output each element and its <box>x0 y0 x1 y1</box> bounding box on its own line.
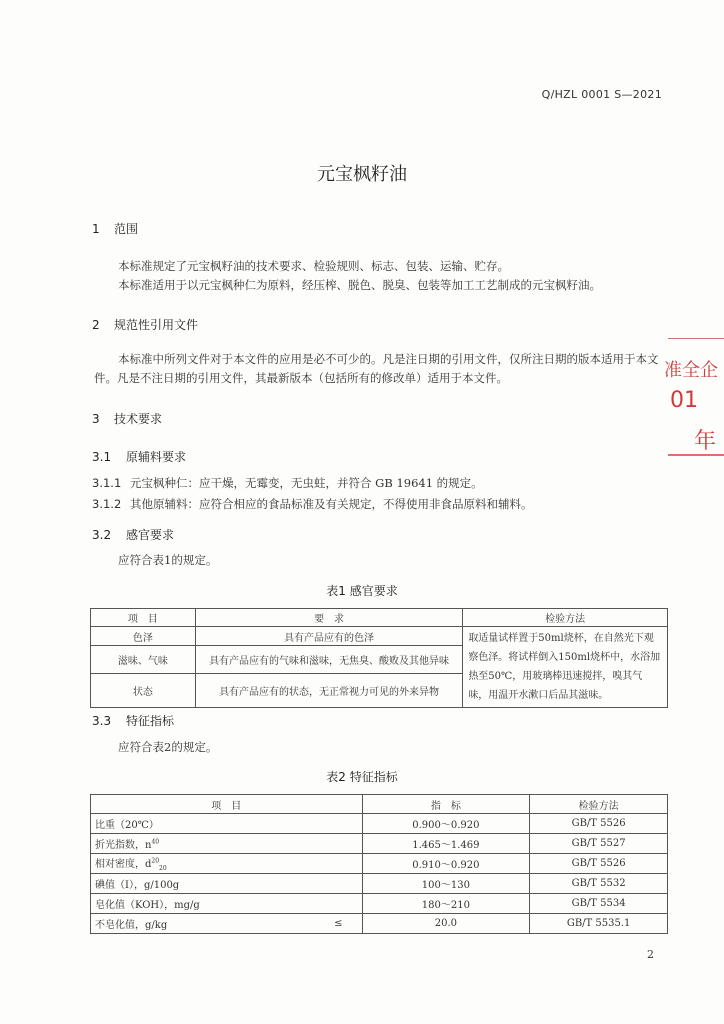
section-number: 3 <box>92 412 100 426</box>
table-cell: 180～210 <box>362 894 530 914</box>
section-title: 规范性引用文件 <box>114 318 199 332</box>
table-row <box>91 854 668 874</box>
page-number: 2 <box>647 948 654 961</box>
section-title: 感官要求 <box>126 528 175 542</box>
table-cell: 具有产品应有的气味和滋味，无焦臭、酸败及其他异味 <box>195 646 462 674</box>
section-3-3-heading <box>92 712 174 729</box>
table-cell: 1.465～1.469 <box>362 834 530 854</box>
table-cell: GB/T 5527 <box>530 834 668 854</box>
table-1-caption: 表1 感官要求 <box>326 584 398 598</box>
section-number: 1 <box>92 222 100 236</box>
document-title: 元宝枫籽油 <box>317 164 407 185</box>
column-header: 项 目 <box>91 609 196 627</box>
table-cell: 碘值（I），g/100g <box>91 874 331 894</box>
table-cell: GB/T 5534 <box>530 894 668 914</box>
column-header: 检验方法 <box>530 795 668 814</box>
table-row <box>91 894 668 914</box>
characteristic-table <box>90 794 668 934</box>
section-number: 3.1 <box>92 450 112 464</box>
section-title: 特征指标 <box>126 714 175 728</box>
section-3-2-heading <box>92 526 174 543</box>
section-title: 原辅料要求 <box>126 450 187 464</box>
method-cell: 取适量试样置于50ml烧杯，在自然光下观察色泽。将试样倒入150ml烧杯中，水浴加热至50℃，用玻璃棒迅速搅拌，嗅其气味，用温开水漱口后品其滋味。 <box>463 627 668 708</box>
table-row <box>91 627 668 646</box>
section-3-heading <box>92 410 162 427</box>
stamp-border <box>668 338 724 339</box>
table-row <box>91 814 668 834</box>
column-header: 项 目 <box>91 795 363 814</box>
table-cell: 具有产品应有的状态，无正常视力可见的外来异物 <box>195 674 462 708</box>
table-cell <box>330 854 362 874</box>
table-cell: GB/T 5535.1 <box>530 914 668 934</box>
table-cell: GB/T 5526 <box>530 854 668 874</box>
table-cell: 折光指数，$n^{40}$ <box>91 834 331 854</box>
table-cell: 色泽 <box>91 627 196 646</box>
section-number: 2 <box>92 318 100 332</box>
section-1-heading <box>92 220 138 237</box>
stamp-text-line-2: 01 <box>670 388 698 413</box>
standard-code: Q/HZL 0001 S—2021 <box>541 88 662 101</box>
table-cell: 0.900～0.920 <box>362 814 530 834</box>
table-row <box>91 834 668 854</box>
scope-paragraph-1: 本标准规定了元宝枫籽油的技术要求、检验规则、标志、包装、运输、贮存。 <box>118 259 509 273</box>
column-header: 指 标 <box>362 795 530 814</box>
table-cell: 皂化值（KOH），mg/g <box>91 894 331 914</box>
table-cell: 具有产品应有的色泽 <box>195 627 462 646</box>
registration-stamp <box>664 336 724 460</box>
sensory-table <box>90 608 668 708</box>
references-paragraph: 本标准中所列文件对于本文件的应用是必不可少的。凡是注日期的引用文件，仅所注日期的版本适用于本文件。凡是不注日期的引用文件，其最新版本（包括所有的修改单）适用于本文件。 <box>94 352 659 385</box>
section-3-3-text: 应符合表2的规定。 <box>118 740 218 754</box>
table-cell: 0.910～0.920 <box>362 854 530 874</box>
table-cell: 20.0 <box>362 914 530 934</box>
stamp-text-line-3: 年 <box>694 429 717 454</box>
table-row <box>91 914 668 934</box>
table-header-row <box>91 609 668 627</box>
table-cell: GB/T 5532 <box>530 874 668 894</box>
clause-3-1-2: 3.1.2 其他原辅料：应符合相应的食品标准及有关规定，不得使用非食品原料和辅料。 <box>92 497 533 511</box>
section-3-2-text: 应符合表1的规定。 <box>118 553 218 567</box>
table-header-row <box>91 795 668 814</box>
table-cell <box>330 834 362 854</box>
table-cell: 100～130 <box>362 874 530 894</box>
stamp-text-line-1: 准全企 <box>664 360 718 381</box>
table-cell: 相对密度，$d^{20}_{20}$ <box>91 854 331 874</box>
table-cell <box>330 874 362 894</box>
section-title: 技术要求 <box>114 412 163 426</box>
section-title: 范围 <box>114 222 139 236</box>
section-number: 3.2 <box>92 528 112 542</box>
table-cell <box>330 814 362 834</box>
table-cell: ≤ <box>330 914 362 934</box>
table-cell: 不皂化值，g/kg <box>91 914 331 934</box>
section-number: 3.3 <box>92 714 112 728</box>
table-cell <box>330 894 362 914</box>
scope-paragraph-2: 本标准适用于以元宝枫种仁为原料，经压榨、脱色、脱臭、包装等加工工艺制成的元宝枫籽油。 <box>118 278 601 292</box>
table-row <box>91 874 668 894</box>
table-2-caption: 表2 特征指标 <box>326 770 398 784</box>
table-cell: 状态 <box>91 674 196 708</box>
clause-3-1-1: 3.1.1 元宝枫种仁：应干燥，无霉变，无虫蛀，并符合 GB 19641 的规定。 <box>92 476 483 490</box>
section-3-1-heading <box>92 448 186 465</box>
section-2-heading <box>92 316 198 333</box>
stamp-border <box>668 454 724 456</box>
column-header: 要 求 <box>195 609 462 627</box>
table-cell: 滋味、气味 <box>91 646 196 674</box>
table-cell: 比重（20℃） <box>91 814 331 834</box>
table-cell: GB/T 5526 <box>530 814 668 834</box>
column-header: 检验方法 <box>463 609 668 627</box>
